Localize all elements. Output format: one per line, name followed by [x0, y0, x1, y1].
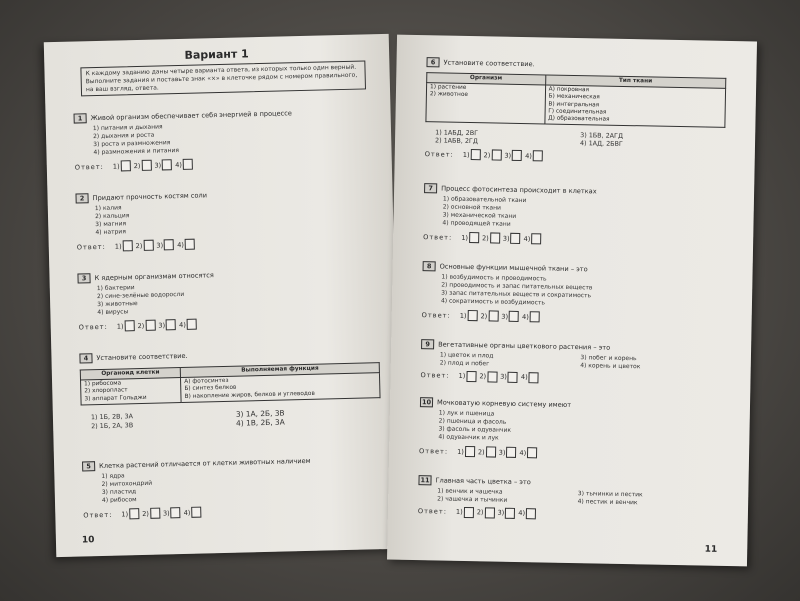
- answer-checkbox-2[interactable]: [490, 233, 500, 244]
- answer-label: Ответ:: [419, 446, 449, 456]
- option: 2) дыхания и роста: [92, 131, 155, 141]
- answer-option-label: 2): [483, 151, 491, 160]
- question-3: [77, 266, 378, 333]
- answer-checkbox-3[interactable]: [164, 240, 174, 251]
- question-text: Процесс фотосинтеза происходит в клетках: [441, 184, 597, 196]
- option: 3) роста и размножения: [93, 139, 171, 149]
- answer-label: Ответ:: [417, 507, 448, 517]
- answer-checkbox-4[interactable]: [187, 319, 197, 330]
- question-text: Установите соответствие.: [443, 58, 535, 69]
- answer-option-label: 3): [504, 151, 512, 160]
- question-text: Главная часть цветка – это: [435, 476, 531, 487]
- answer-checkbox-1[interactable]: [470, 149, 480, 160]
- table-header: Органоид клетки: [80, 368, 180, 381]
- answer-option-label: 3): [501, 312, 509, 321]
- question-text: Клетка растений отличается от клетки животных наличием: [99, 456, 311, 470]
- table-header: Организм: [427, 73, 546, 86]
- table-item: В) интегральная: [548, 101, 600, 109]
- table-item: 1) рибосома: [84, 380, 122, 388]
- option: 2) пшеница и фасоль: [438, 417, 507, 426]
- answer-option-label: 4): [518, 509, 526, 518]
- answer-option-label: 4): [178, 320, 186, 329]
- option: 3) пластид: [101, 488, 137, 497]
- answer-checkbox-3[interactable]: [505, 508, 515, 519]
- question-number: 11: [418, 475, 431, 485]
- answer-option-label: 3): [502, 234, 510, 243]
- option: 2) кальция: [94, 212, 130, 221]
- question-number: 6: [426, 57, 439, 67]
- answer-label: Ответ:: [83, 510, 113, 520]
- answer-option-label: 4): [525, 151, 533, 160]
- answer-checkbox-4[interactable]: [530, 312, 540, 323]
- option: 2) основной ткани: [442, 203, 502, 212]
- answer-label: Ответ:: [420, 371, 450, 381]
- answer-checkbox-2[interactable]: [143, 240, 153, 251]
- answer-label: Ответ:: [78, 322, 108, 332]
- answer-option-label: 1): [462, 150, 470, 159]
- answer-option-label: 4): [523, 234, 531, 243]
- options-list: [440, 351, 721, 371]
- page-number: 11: [704, 544, 718, 555]
- option: 1) питания и дыхания: [92, 123, 163, 133]
- answer-option-label: 1): [112, 162, 120, 171]
- question-2: [75, 186, 376, 253]
- match-table-wrap: [425, 72, 726, 128]
- option: 3) механической ткани: [442, 211, 517, 221]
- answer-option-label: 2): [137, 321, 145, 330]
- answer-label: Ответ:: [74, 162, 104, 172]
- answer-checkbox-1[interactable]: [466, 371, 476, 382]
- answer-option-label: 4): [520, 373, 528, 382]
- answer-row: [422, 309, 722, 326]
- options-list: [95, 198, 377, 237]
- option: 1) образовательной ткани: [442, 195, 527, 205]
- option: 1) калия: [94, 204, 122, 213]
- question-6: [425, 57, 727, 165]
- answer-checkbox-1[interactable]: [467, 310, 477, 321]
- answer-option-label: 2): [481, 234, 489, 243]
- question-8: [422, 261, 723, 326]
- answer-variants: [91, 406, 381, 432]
- answer-option-label: 3): [498, 448, 506, 457]
- answer-variant: 4) 1В, 2Б, 3А: [236, 417, 285, 428]
- answer-checkbox-4[interactable]: [183, 159, 193, 170]
- options-list: [438, 409, 720, 447]
- option: 3) фасоль и одуванчик: [438, 425, 512, 435]
- answer-row: [423, 232, 723, 249]
- question-number: 4: [79, 353, 92, 363]
- answer-checkbox-2[interactable]: [484, 507, 494, 518]
- option: 1) венчик и чашечка: [437, 487, 503, 496]
- answer-checkbox-2[interactable]: [486, 447, 496, 458]
- answer-option-label: 2): [479, 372, 487, 381]
- answer-checkbox-2[interactable]: [150, 508, 160, 519]
- option: 4) проводящей ткани: [442, 219, 511, 229]
- option: 4) натрия: [95, 228, 126, 237]
- question-4: [79, 346, 381, 432]
- answer-row: [425, 149, 725, 166]
- options-list: [97, 278, 379, 317]
- answer-checkbox-1[interactable]: [464, 507, 474, 518]
- option: 1) цветок и плод: [439, 351, 494, 360]
- question-number: 3: [77, 273, 90, 283]
- answer-checkbox-4[interactable]: [531, 234, 541, 245]
- table-item: В) накопление жиров, белков и углеводов: [184, 390, 315, 400]
- answer-variant: 2) 1Б, 2А, 3В: [91, 421, 134, 431]
- table-item: 2) животное: [429, 91, 469, 99]
- answer-option-label: 2): [480, 311, 488, 321]
- option: 2) плод и побег: [439, 358, 490, 367]
- answer-row: [75, 155, 375, 173]
- question-number: 1: [74, 113, 87, 123]
- answer-checkbox-3[interactable]: [506, 447, 516, 458]
- answer-option-label: 1): [458, 372, 466, 381]
- question-text: К ядерным организмам относятся: [94, 271, 214, 282]
- table-header: Тип ткани: [545, 75, 726, 89]
- option: 3) запас питательных веществ и сократимость: [441, 289, 592, 300]
- answer-variant: 1) 1Б, 2В, 3А: [90, 412, 134, 422]
- answer-row: [418, 506, 718, 523]
- answer-checkbox-1[interactable]: [129, 508, 139, 519]
- variant-title: Вариант 1: [184, 47, 249, 62]
- options-list: [437, 487, 718, 507]
- table-item: Б) синтез белков: [184, 385, 237, 393]
- question-text: Установите соответствие.: [96, 351, 188, 362]
- option: 1) бактерии: [96, 284, 135, 293]
- answer-checkbox-3[interactable]: [508, 372, 518, 383]
- option: 3) тычинки и пестик: [577, 490, 643, 499]
- option: 4) вирусы: [97, 308, 129, 317]
- answer-variant: 1) 1АБД, 2ВГ: [435, 128, 479, 138]
- answer-checkbox-3[interactable]: [166, 320, 176, 331]
- option: 4) одуванчик и лук: [438, 433, 499, 442]
- question-number: 10: [420, 397, 433, 407]
- option: 2) митохондрий: [101, 479, 153, 489]
- answer-row: [83, 503, 383, 521]
- answer-row: [419, 445, 719, 462]
- table-cell-right: [544, 85, 725, 128]
- question-9: [420, 339, 721, 387]
- answer-checkbox-1[interactable]: [122, 241, 132, 252]
- answer-option-label: 2): [135, 241, 143, 250]
- answer-label: Ответ:: [423, 232, 453, 242]
- instructions-box: К каждому заданию даны четыре варианта ответа, из которых только один верный. Выполните задания и поставьте знак «×» в клеточке рядом с номером правильного, на ваш взгляд, ответа.: [80, 60, 366, 96]
- answer-option-label: 2): [476, 508, 484, 517]
- answer-label: Ответ:: [421, 310, 451, 320]
- answer-variant: 4) 1АД, 2БВГ: [579, 139, 623, 149]
- table-cell-left: [426, 83, 545, 124]
- options-list: [442, 196, 724, 234]
- answer-label: Ответ:: [424, 149, 454, 159]
- options-list: [101, 466, 383, 505]
- answer-option-label: 1): [455, 508, 463, 517]
- answer-checkbox-3[interactable]: [510, 233, 520, 244]
- answer-option-label: 1): [457, 447, 464, 456]
- answer-option-label: 1): [459, 311, 467, 320]
- answer-checkbox-4[interactable]: [533, 151, 543, 162]
- answer-option-label: 4): [521, 312, 529, 321]
- right-page: [387, 35, 757, 567]
- answer-checkbox-1[interactable]: [121, 161, 131, 172]
- question-text: Вегетативные органы цветкового растения – это: [438, 340, 611, 352]
- answer-checkbox-2[interactable]: [491, 150, 501, 161]
- question-number: 5: [82, 461, 95, 471]
- answer-option-label: 4): [183, 508, 191, 517]
- question-1: [74, 106, 375, 173]
- answer-checkbox-2[interactable]: [488, 311, 498, 322]
- answer-checkbox-4[interactable]: [527, 448, 537, 459]
- answer-option-label: 3): [158, 321, 166, 330]
- answer-checkbox-3[interactable]: [512, 150, 522, 161]
- question-11: [418, 475, 719, 523]
- table-item: 2) хлоропласт: [84, 387, 128, 395]
- question-number: 7: [424, 183, 437, 193]
- option: 4) размножения и питания: [93, 147, 180, 157]
- option: 1) возбудимость и проводимость: [441, 273, 547, 283]
- answer-row: [79, 315, 379, 333]
- question-5: [82, 454, 383, 521]
- question-text: Живой организм обеспечивает себя энергией в процессе: [90, 109, 293, 123]
- answer-option-label: 3): [154, 161, 162, 170]
- answer-option-label: 1): [114, 242, 122, 251]
- answer-row: [77, 235, 377, 253]
- answer-variants: [435, 129, 725, 151]
- answer-option-label: 2): [133, 161, 141, 170]
- answer-checkbox-3[interactable]: [509, 311, 519, 322]
- option: 1) ядра: [101, 472, 125, 481]
- answer-checkbox-4[interactable]: [185, 239, 195, 250]
- option: 4) сократимость и возбудимость: [440, 297, 546, 307]
- answer-option-label: 4): [177, 240, 185, 249]
- option: 3) животные: [97, 300, 138, 309]
- table-item: 3) аппарат Гольджи: [84, 394, 147, 403]
- answer-checkbox-4[interactable]: [191, 507, 201, 518]
- option: 3) побег и корень: [580, 354, 637, 363]
- option: 4) корень и цветок: [580, 361, 641, 370]
- option: 2) проводимость и запас питательных веществ: [441, 281, 593, 292]
- option: 1) лук и пшеница: [438, 409, 495, 418]
- option: 2) чашечка и тычинки: [437, 494, 508, 504]
- answer-checkbox-2[interactable]: [487, 371, 497, 382]
- question-7: [423, 183, 724, 248]
- options-list: [441, 273, 723, 311]
- match-table-wrap: [80, 362, 381, 405]
- table-cell-left: [81, 378, 182, 405]
- answer-option-label: 2): [142, 509, 150, 518]
- answer-checkbox-3[interactable]: [162, 160, 172, 171]
- match-table: [425, 72, 726, 128]
- table-cell-right: [181, 373, 380, 403]
- answer-variant: 3) 1А, 2Б, 3В: [235, 408, 285, 419]
- table-item: Г) соединительная: [548, 108, 607, 116]
- answer-variant: 3) 1БВ, 2АГД: [580, 131, 624, 141]
- table-header: Выполняемая функция: [180, 363, 379, 378]
- answer-option-label: 4): [175, 160, 183, 169]
- table-item: Д) образовательная: [548, 115, 610, 123]
- answer-option-label: 1): [116, 322, 124, 331]
- answer-option-label: 3): [156, 241, 164, 250]
- question-text: Основные функции мышечной ткани – это: [439, 262, 588, 274]
- table-item: 1) растение: [430, 84, 467, 92]
- match-table: [80, 362, 381, 405]
- option: 4) пестик и венчик: [577, 497, 638, 506]
- option: 3) магния: [95, 220, 127, 229]
- answer-option-label: 1): [121, 510, 129, 519]
- options-list: [93, 118, 375, 157]
- page-number: 10: [81, 534, 95, 546]
- answer-variant: 2) 1АБВ, 2ГД: [434, 136, 478, 146]
- table-item: Б) механическая: [548, 93, 600, 101]
- answer-option-label: 4): [519, 448, 527, 457]
- option: 4) рибосом: [101, 496, 137, 505]
- question-number: 2: [75, 193, 88, 203]
- answer-checkbox-3[interactable]: [171, 507, 181, 518]
- answer-label: Ответ:: [76, 242, 106, 252]
- table-item: А) фотосинтез: [184, 378, 229, 386]
- question-10: [419, 397, 720, 462]
- answer-checkbox-1[interactable]: [469, 232, 479, 243]
- answer-option-label: 3): [162, 509, 170, 518]
- answer-checkbox-1[interactable]: [465, 446, 475, 457]
- answer-row: [420, 370, 720, 387]
- question-number: 9: [421, 339, 434, 349]
- table-item: А) покровная: [548, 86, 590, 94]
- question-text: Мочковатую корневую систему имеют: [436, 398, 572, 409]
- answer-option-label: 2): [477, 447, 485, 457]
- answer-checkbox-2[interactable]: [141, 160, 151, 171]
- answer-checkbox-4[interactable]: [526, 508, 536, 519]
- answer-option-label: 3): [497, 508, 505, 518]
- question-number: 8: [423, 261, 436, 271]
- answer-checkbox-2[interactable]: [145, 320, 155, 331]
- answer-option-label: 3): [500, 373, 507, 382]
- question-text: Придают прочность костям соли: [92, 191, 208, 203]
- answer-checkbox-4[interactable]: [529, 372, 539, 383]
- answer-checkbox-1[interactable]: [124, 321, 134, 332]
- left-page: [44, 34, 401, 557]
- answer-option-label: 1): [461, 233, 469, 242]
- option: 2) сине-зелёные водоросли: [96, 291, 185, 301]
